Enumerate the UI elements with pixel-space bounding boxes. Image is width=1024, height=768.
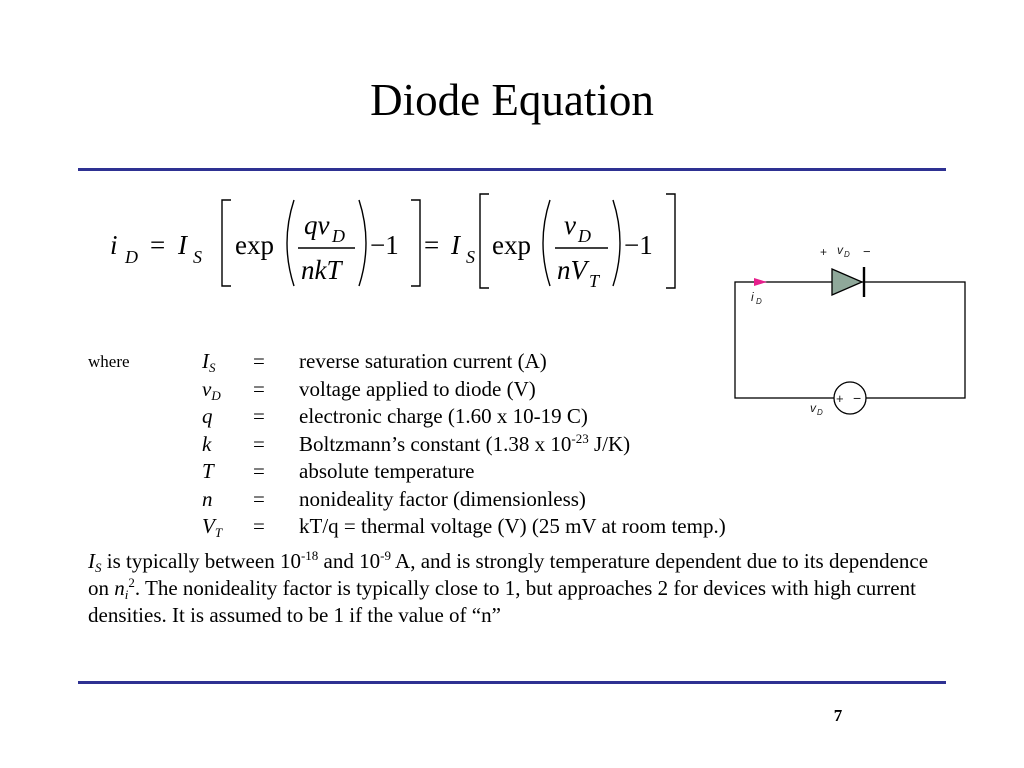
definition-description: voltage applied to diode (V) xyxy=(299,376,536,401)
page-number: 7 xyxy=(833,706,843,725)
id-label-var: i xyxy=(751,290,754,304)
eq-equals-1: = xyxy=(150,230,166,260)
diode-equation xyxy=(108,188,688,298)
eq-left-paren-2 xyxy=(543,200,550,286)
description-text: J/K) xyxy=(588,431,631,456)
eq-frac2-den-var: nV xyxy=(557,255,587,285)
circuit-wire-loop xyxy=(735,282,965,398)
definition-description: kT/q = thermal voltage (V) (25 mV at room temp.) xyxy=(299,514,726,538)
para-ni-var: n xyxy=(114,576,125,600)
eq-lhs-sub: D xyxy=(125,247,138,267)
definition-symbol xyxy=(202,513,222,541)
eq-left-bracket-2 xyxy=(480,194,489,288)
eq-is-var-1: I xyxy=(178,230,187,260)
vd-bottom-sub: D xyxy=(817,408,823,417)
vd-bottom-var: v xyxy=(810,401,816,415)
eq-right-bracket-1 xyxy=(411,200,420,286)
eq-frac2-den-sub: T xyxy=(589,271,600,291)
eq-exp-2: exp xyxy=(492,230,531,260)
definition-equals: = xyxy=(253,431,265,456)
eq-left-paren-1 xyxy=(287,200,294,286)
eq-is-sub-2: S xyxy=(466,247,475,267)
eq-right-paren-1 xyxy=(359,200,366,286)
eq-frac1-num-sub: D xyxy=(332,226,345,246)
eq-exp-1: exp xyxy=(235,230,274,260)
para-text-4: . The nonideality factor is typically close to 1, but approaches 2 for devices with high current densities. It is assumed to be 1 if the value of “n” xyxy=(88,576,916,627)
symbol-var: I xyxy=(202,349,209,373)
para-text-3: A, and is strongly temperature dependent due to its dependence on xyxy=(88,549,929,600)
description-text: Boltzmann’s constant (1.38 x 10 xyxy=(299,431,572,456)
top-divider xyxy=(78,168,946,171)
definition-symbol xyxy=(202,376,221,404)
symbol-sub: T xyxy=(214,525,223,540)
definition-equals: = xyxy=(253,459,265,483)
definition-symbol xyxy=(202,403,213,431)
para-exponent-2: -9 xyxy=(380,548,391,563)
eq-minus-one-2: −1 xyxy=(624,230,653,260)
definition-symbol xyxy=(202,348,216,376)
symbol-var: q xyxy=(202,404,213,428)
vd-top-minus: − xyxy=(863,244,871,259)
definition-description: absolute temperature xyxy=(299,459,475,483)
definition-equals: = xyxy=(253,404,265,428)
eq-equals-2: = xyxy=(424,230,440,260)
definition-description: electronic charge (1.60 x 10-19 C) xyxy=(299,404,588,428)
definition-equals: = xyxy=(253,514,265,538)
vd-top-plus: + xyxy=(820,245,828,259)
para-exponent-1: -18 xyxy=(300,548,319,563)
eq-is-var-2: I xyxy=(451,230,460,260)
symbol-var: V xyxy=(202,514,215,538)
symbol-var: T xyxy=(202,459,214,483)
definition-equals: = xyxy=(253,486,265,511)
definition-description: nonideality factor (dimensionless) xyxy=(299,486,586,511)
eq-lhs-var: i xyxy=(110,230,118,260)
diode-circuit-diagram xyxy=(732,238,968,426)
eq-left-bracket-1 xyxy=(222,200,231,286)
symbol-var: v xyxy=(202,376,212,401)
symbol-var: k xyxy=(202,431,212,456)
symbol-sub: S xyxy=(209,360,216,375)
eq-minus-one-1: −1 xyxy=(370,230,399,260)
definition-symbol xyxy=(202,486,213,514)
definition-equals: = xyxy=(253,349,265,373)
eq-right-bracket-2 xyxy=(666,194,675,288)
bottom-divider xyxy=(78,681,946,684)
diode-symbol xyxy=(832,269,862,295)
para-ni-sup: 2 xyxy=(128,575,135,590)
symbol-var: n xyxy=(202,486,213,511)
definition-symbol xyxy=(202,458,214,486)
para-text-1: is typically between 10 xyxy=(101,549,301,573)
current-arrow xyxy=(754,278,767,286)
para-is-var: I xyxy=(88,549,95,573)
definition-symbol xyxy=(202,431,211,459)
para-text-2: and 10 xyxy=(318,549,381,573)
eq-frac2-num-var: v xyxy=(564,210,576,240)
symbol-sub: D xyxy=(211,387,221,403)
slide-title: Diode Equation xyxy=(370,75,654,125)
id-label-sub: D xyxy=(756,297,762,306)
definition-equals: = xyxy=(253,376,265,401)
source-plus: + xyxy=(836,391,844,406)
definition-description: reverse saturation current (A) xyxy=(299,349,547,373)
eq-frac2-num-sub: D xyxy=(578,226,591,246)
vd-top-sub: D xyxy=(844,250,850,259)
eq-is-sub-1: S xyxy=(193,247,202,267)
where-label: where xyxy=(88,352,130,371)
eq-frac1-den: nkT xyxy=(301,255,342,285)
vd-top-var: v xyxy=(837,243,843,257)
eq-right-paren-2 xyxy=(613,200,620,286)
definition-description xyxy=(299,431,630,459)
para-is-sub: S xyxy=(95,560,102,575)
explanation-paragraph xyxy=(88,548,944,629)
source-minus: − xyxy=(853,390,862,406)
eq-frac1-num-var: qv xyxy=(304,210,330,240)
para-ni-sub: i xyxy=(124,587,129,602)
exponent: -23 xyxy=(571,430,589,446)
